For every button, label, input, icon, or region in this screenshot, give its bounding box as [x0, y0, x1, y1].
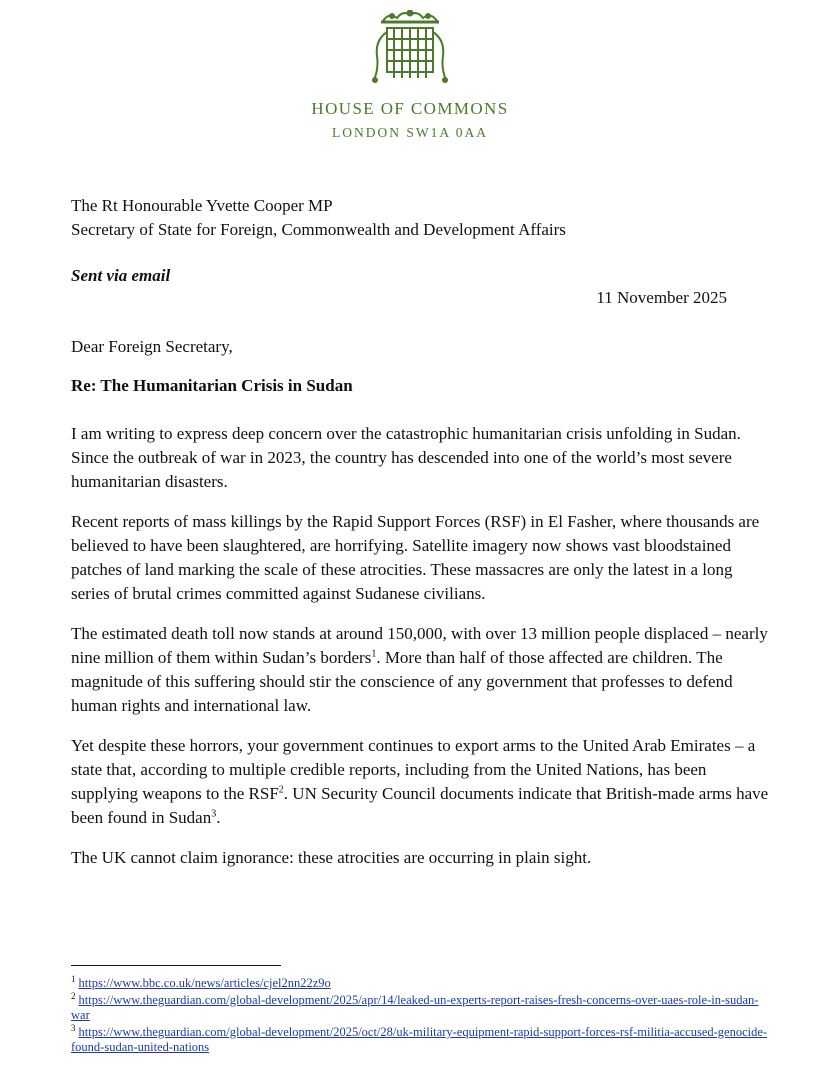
delivery-method: Sent via email	[71, 266, 171, 285]
footnote-1	[71, 973, 771, 991]
letter-date: 11 November 2025	[596, 288, 727, 307]
portcullis-crest-icon	[367, 10, 453, 88]
paragraph-3-part-b: . More than half of those affected are children. The magnitude of this suffering should stir the conscience of any government that professes to defend human rights and international law.	[71, 648, 733, 715]
footnote-number: 3	[71, 1022, 76, 1033]
footnote-divider	[71, 965, 281, 966]
salutation: Dear Foreign Secretary,	[71, 337, 233, 356]
paragraph-4-part-b: . UN Security Council documents indicate that British-made arms have been found in Sudan	[71, 784, 769, 827]
paragraph-1: I am writing to express deep concern over the catastrophic humanitarian crisis unfolding in Sudan. Since the outbreak of war in 2023, the country has descended into one of the world’s most severe humanitarian disasters.	[71, 424, 741, 491]
paragraph-3	[71, 622, 771, 718]
footnote-link-2[interactable]: https://www.theguardian.com/global-development/2025/apr/14/leaked-un-experts-report-raises-fresh-concerns-over-uaes-role-in-sudan-war	[71, 993, 759, 1022]
paragraph-4-part-c: .	[216, 808, 221, 827]
footnote-ref-1: 1	[371, 648, 377, 660]
footnote-number: 1	[71, 973, 76, 984]
footnote-link-3[interactable]: https://www.theguardian.com/global-development/2025/oct/28/uk-military-equipment-rapid-support-forces-rsf-militia-accused-genocide-found-sudan-united-nations	[71, 1025, 768, 1054]
footnote-ref-3: 3	[211, 808, 217, 820]
footnote-number: 2	[71, 990, 76, 1001]
footnote-ref-2: 2	[278, 784, 284, 796]
paragraph-3-part-a: The estimated death toll now stands at around 150,000, with over 13 million people displaced – nearly nine million of them within Sudan’s borders	[71, 624, 768, 667]
footnote-link-1[interactable]: https://www.bbc.co.uk/news/articles/cjel2nn22z9o	[78, 976, 331, 990]
paragraph-4	[71, 734, 771, 830]
addressee-title: Secretary of State for Foreign, Commonwealth and Development Affairs	[71, 220, 566, 239]
paragraph-4-part-a: Yet despite these horrors, your government continues to export arms to the United Arab Emirates – a state that, according to multiple credible reports, including from the United Nations, has been supplying weapons to the RSF	[71, 736, 756, 803]
footnote-3	[71, 1022, 771, 1055]
paragraph-2: Recent reports of mass killings by the Rapid Support Forces (RSF) in El Fasher, where thousands are believed to have been slaughtered, are horrifying. Satellite imagery now shows vast bloodstained patches of land marking the scale of these atrocities. These massacres are only the latest in a long series of brutal crimes committed against Sudanese civilians.	[71, 512, 760, 603]
paragraph-5: The UK cannot claim ignorance: these atrocities are occurring in plain sight.	[71, 848, 592, 867]
institution-name: HOUSE OF COMMONS	[311, 99, 509, 118]
addressee-name: The Rt Honourable Yvette Cooper MP	[71, 196, 333, 215]
subject-line: Re: The Humanitarian Crisis in Sudan	[71, 376, 353, 395]
footnote-2	[71, 990, 771, 1023]
addressee-block	[71, 194, 566, 242]
institution-address: LONDON SW1A 0AA	[332, 125, 488, 140]
